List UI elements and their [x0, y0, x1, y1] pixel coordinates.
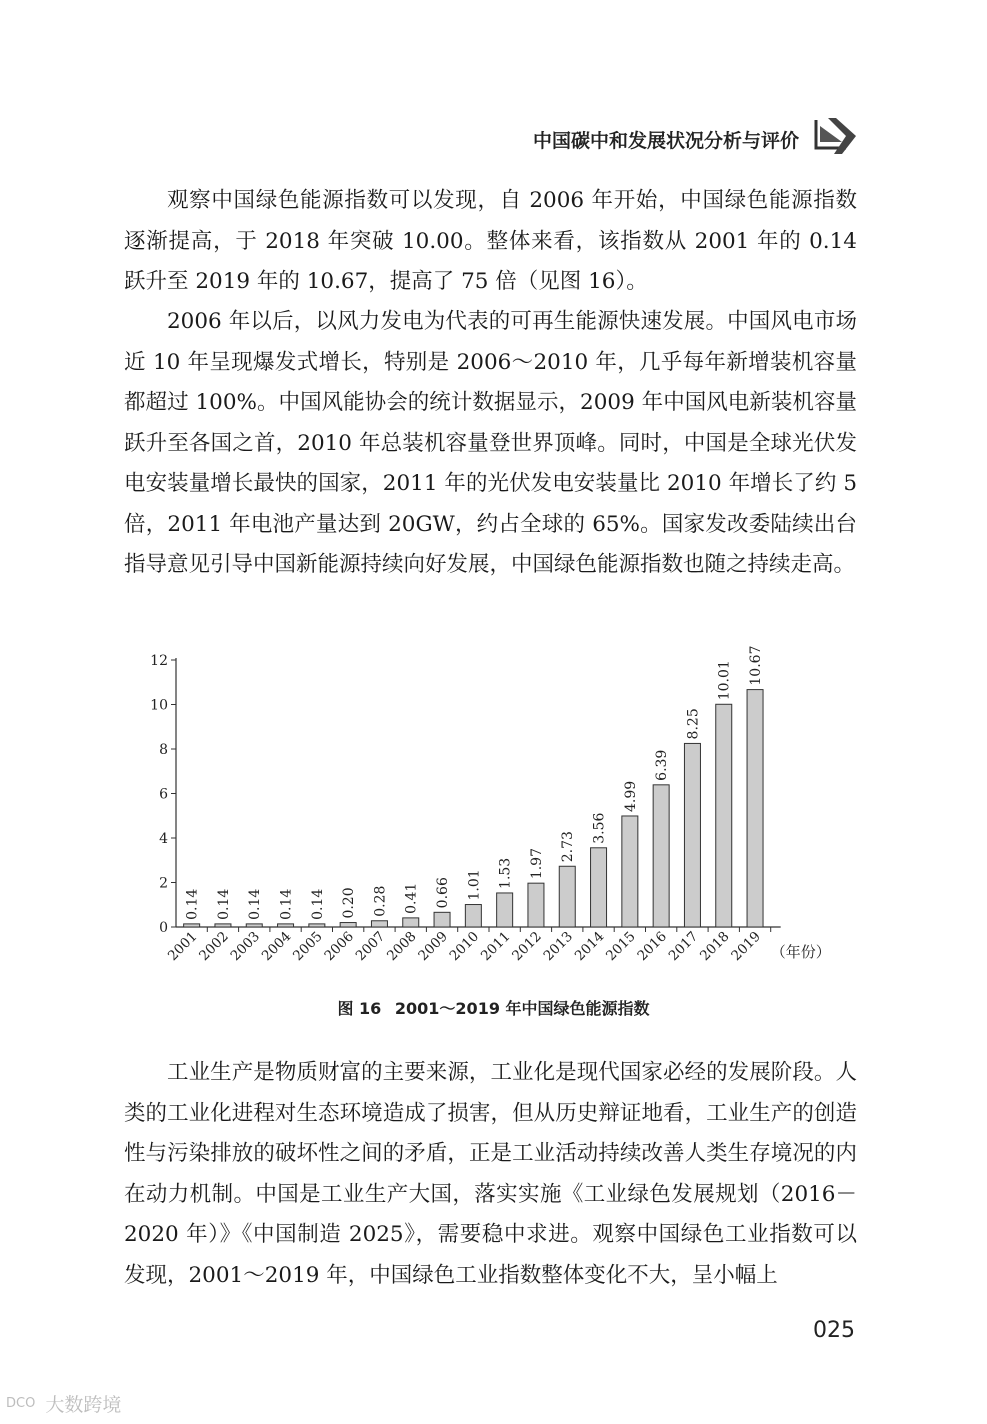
x-tick-label-2009: 2009	[415, 928, 451, 965]
x-tick-label-2012: 2012	[509, 928, 545, 965]
bar-2010	[465, 905, 481, 927]
bar-2011	[497, 893, 513, 927]
bar-2019	[747, 690, 763, 927]
bar-2007	[371, 921, 387, 927]
value-label-2016: 6.39	[654, 749, 671, 781]
running-header	[0, 112, 987, 162]
y-tick-label: 6	[159, 786, 168, 803]
value-label-2004: 0.14	[278, 888, 295, 920]
bar-2014	[591, 848, 607, 927]
y-tick-label: 10	[150, 697, 168, 714]
x-tick-label-2006: 2006	[321, 928, 357, 965]
value-label-2015: 4.99	[622, 780, 639, 812]
bar-2012	[528, 883, 544, 927]
paragraph-green-energy-index: 观察中国绿色能源指数可以发现，自 2006 年开始，中国绿色能源指数逐渐提高，于 2018 年突破 10.00。整体来看，该指数从 2001 年的 0.14 跃升至 2019 年的 10.67，提高了 75 倍（见图 16）。	[124, 188, 857, 294]
x-tick-label-2002: 2002	[196, 928, 232, 965]
y-tick-label: 0	[159, 920, 168, 936]
x-tick-label-2001: 2001	[164, 928, 201, 965]
value-label-2009: 0.66	[435, 877, 452, 909]
watermark-text: 大数跨境	[45, 1394, 122, 1416]
x-tick-label-2013: 2013	[540, 928, 577, 965]
value-label-2018: 10.01	[716, 660, 733, 701]
value-label-2007: 0.28	[372, 885, 389, 917]
x-tick-label-2011: 2011	[477, 928, 514, 965]
watermark	[6, 1390, 121, 1417]
bar-2001	[184, 924, 200, 927]
bar-2018	[716, 704, 732, 927]
paragraph-renewable-energy: 2006 年以后，以风力发电为代表的可再生能源快速发展。中国风电市场近 10 年呈现爆发式增长，特别是 2006～2010 年，几乎每年新增装机容量都超过 100%。中国风能协会的统计数据显示，2009 年中国风电新装机容量跃升至各国之首，2010 年总装机容量登世界顶峰。同时，中国是全球光伏发电安装量增长最快的国家，2011 年的光伏发电安装量比 2010 年增长了约 5 倍，2011 年电池产量达到 20GW，约占全球的 65%。国家发改委陆续出台指导意见引导中国新能源持续向好发展，中国绿色能源指数也随之持续走高。	[124, 309, 857, 577]
value-label-2008: 0.41	[403, 882, 420, 914]
value-label-2006: 0.20	[341, 887, 358, 919]
x-tick-label-2017: 2017	[665, 928, 702, 965]
watermark-logo: DCO	[6, 1396, 36, 1411]
value-label-2019: 10.67	[748, 645, 765, 686]
bar-2004	[278, 924, 294, 927]
paragraph-industrial-production: 工业生产是物质财富的主要来源，工业化是现代国家必经的发展阶段。人类的工业化进程对生态环境造成了损害，但从历史辩证地看，工业生产的创造性与污染排放的破坏性之间的矛盾，正是工业活动持续改善人类生存境况的内在动力机制。中国是工业生产大国，落实实施《工业绿色发展规划（2016－2020 年）》《中国制造 2025》，需要稳中求进。观察中国绿色工业指数可以发现，2001～2019 年，中国绿色工业指数整体变化不大，呈小幅上	[124, 1060, 857, 1288]
x-tick-label-2014: 2014	[571, 928, 608, 965]
x-tick-label-2016: 2016	[634, 928, 670, 965]
value-label-2012: 1.97	[528, 847, 545, 880]
bar-2002	[215, 924, 231, 927]
bar-2015	[622, 816, 638, 927]
bar-2013	[559, 866, 575, 927]
x-tick-label-2019: 2019	[728, 928, 764, 965]
value-label-2003: 0.14	[247, 888, 264, 920]
bar-2003	[246, 924, 262, 927]
bar-2006	[340, 923, 356, 927]
y-tick-label: 4	[159, 831, 168, 847]
x-tick-label-2018: 2018	[696, 928, 733, 965]
value-label-2005: 0.14	[309, 888, 326, 920]
figure-caption	[0, 996, 987, 1019]
bar-2009	[434, 912, 450, 927]
x-tick-label-2005: 2005	[290, 928, 326, 965]
figure-title: 2001～2019 年中国绿色能源指数	[394, 999, 650, 1018]
bar-2016	[653, 785, 669, 927]
value-label-2001: 0.14	[184, 888, 201, 920]
x-tick-label-2003: 2003	[227, 928, 264, 965]
x-tick-label-2004: 2004	[258, 928, 295, 965]
value-label-2013: 2.73	[560, 831, 577, 863]
value-label-2010: 1.01	[466, 869, 483, 901]
value-label-2017: 8.25	[685, 708, 702, 740]
x-tick-label-2008: 2008	[383, 928, 420, 965]
x-axis-unit-label: （年份）	[770, 943, 831, 961]
x-tick-label-2015: 2015	[603, 928, 639, 965]
y-tick-label: 8	[159, 742, 168, 758]
bar-2005	[309, 924, 325, 927]
green-energy-index-chart	[130, 640, 850, 970]
bar-2008	[403, 918, 419, 927]
y-tick-label: 12	[150, 653, 168, 669]
x-tick-label-2007: 2007	[352, 928, 389, 965]
running-header-title: 中国碳中和发展状况分析与评价	[532, 130, 799, 152]
y-tick-label: 2	[159, 875, 168, 892]
figure-label: 图 16	[337, 999, 382, 1018]
page-number: 025	[813, 1318, 855, 1343]
bar-2017	[684, 743, 700, 927]
x-tick-label-2010: 2010	[446, 928, 483, 965]
value-label-2011: 1.53	[497, 857, 514, 889]
value-label-2002: 0.14	[215, 888, 232, 920]
chapter-arrow-icon	[812, 112, 862, 160]
value-label-2014: 3.56	[591, 812, 608, 844]
